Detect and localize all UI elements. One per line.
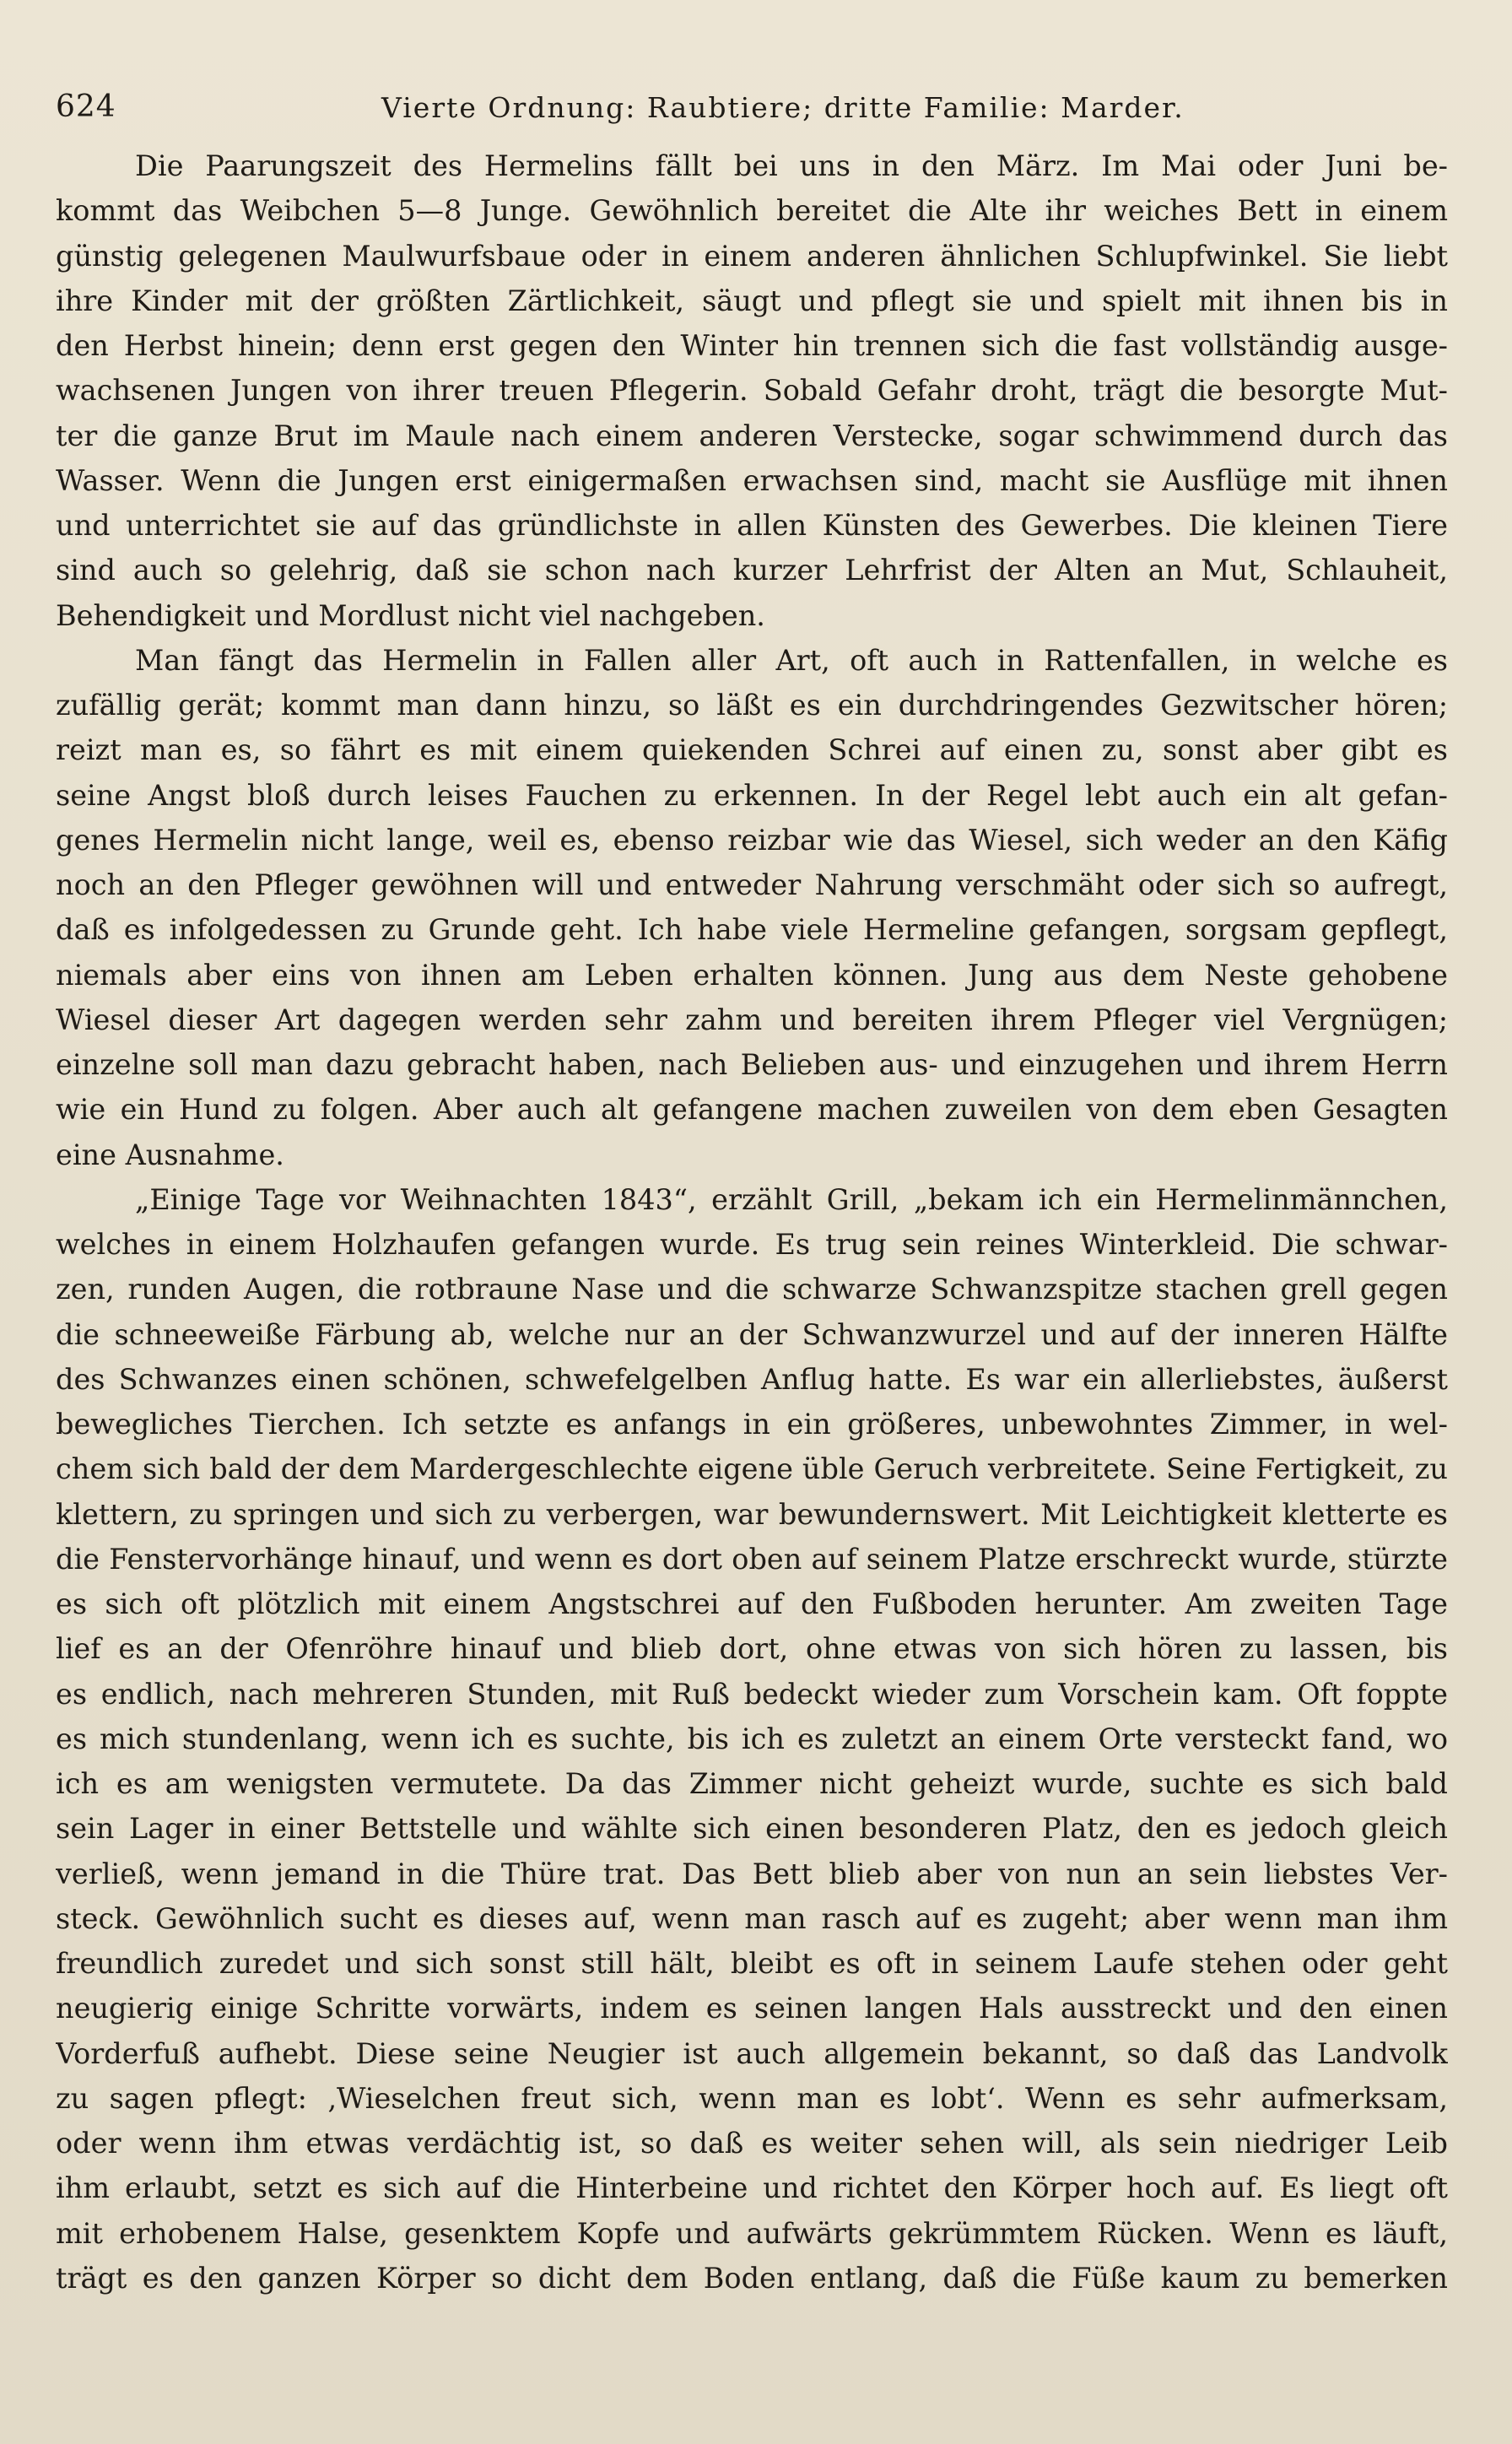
- text-line: Die Paarungszeit des Hermelins fällt bei uns in den März. Im Mai oder Juni be-: [135, 149, 1448, 182]
- text-line: chem sich bald der dem Mardergeschlechte eigene üble Geruch verbreitete. Seine Fertigkeit, zu: [56, 1452, 1448, 1486]
- text-line: verließ, wenn jemand in die Thüre trat. Das Bett blieb aber von nun an sein liebstes Ver-: [56, 1857, 1448, 1890]
- text-line: wachsenen Jungen von ihrer treuen Pflegerin. Sobald Gefahr droht, trägt die besorgte Mut-: [56, 374, 1448, 408]
- text-line: ich es am wenigsten vermutete. Da das Zimmer nicht geheizt wurde, suchte es sich bald: [56, 1767, 1448, 1800]
- text-line: des Schwanzes einen schönen, schwefelgelben Anflug hatte. Es war ein allerliebstes, äußerst: [56, 1362, 1448, 1396]
- text-line: oder wenn ihm etwas verdächtig ist, so daß es weiter sehen will, als sein niedriger Leib: [56, 2127, 1448, 2160]
- text-line: Wiesel dieser Art dagegen werden sehr zahm und bereiten ihrem Pfleger viel Vergnügen;: [56, 1003, 1448, 1036]
- text-line: zen, runden Augen, die rotbraune Nase und die schwarze Schwanzspitze stachen grell gegen: [56, 1273, 1448, 1306]
- page-header: [56, 83, 1448, 130]
- page-number: 624: [56, 89, 116, 124]
- text-line: Man fängt das Hermelin in Fallen aller Art, oft auch in Rattenfallen, in welche es: [135, 643, 1448, 677]
- text-line: es endlich, nach mehreren Stunden, mit Ruß bedeckt wieder zum Vorschein kam. Oft foppte: [56, 1677, 1448, 1711]
- text-line: lief es an der Ofenröhre hinauf und blieb dort, ohne etwas von sich hören zu lassen, bis: [56, 1632, 1448, 1666]
- text-line: Wasser. Wenn die Jungen erst einigermaßen erwachsen sind, macht sie Ausflüge mit ihnen: [56, 463, 1448, 497]
- text-line: mit erhobenem Halse, gesenktem Kopfe und aufwärts gekrümmtem Rücken. Wenn es läuft,: [56, 2216, 1448, 2250]
- text-line: zufällig gerät; kommt man dann hinzu, so läßt es ein durchdringendes Gezwitscher hören;: [56, 689, 1448, 722]
- text-line: es sich oft plötzlich mit einem Angstschrei auf den Fußboden herunter. Am zweiten Tage: [56, 1587, 1448, 1620]
- text-line: ihm erlaubt, setzt es sich auf die Hinterbeine und richtet den Körper hoch auf. Es liegt oft: [56, 2171, 1448, 2205]
- text-line: steck. Gewöhnlich sucht es dieses auf, wenn man rasch auf es zugeht; aber wenn man ihm: [56, 1901, 1448, 1935]
- text-line: welches in einem Holzhaufen gefangen wurde. Es trug sein reines Winterkleid. Die schwar-: [56, 1228, 1448, 1261]
- body-text: [56, 143, 1448, 2301]
- text-line: Vorderfuß aufhebt. Diese seine Neugier ist auch allgemein bekannt, so daß das Landvolk: [56, 2036, 1448, 2070]
- text-line: „Einige Tage vor Weihnachten 1843“, erzählt Grill, „bekam ich ein Hermelinmännchen,: [135, 1182, 1448, 1216]
- text-line: eine Ausnahme.: [56, 1138, 284, 1171]
- text-line: daß es infolgedessen zu Grunde geht. Ich habe viele Hermeline gefangen, sorgsam gepflegt,: [56, 913, 1448, 947]
- text-line: noch an den Pfleger gewöhnen will und entweder Nahrung verschmäht oder sich so aufregt,: [56, 868, 1448, 901]
- text-line: ihre Kinder mit der größten Zärtlichkeit, säugt und pflegt sie und spielt mit ihnen bis in: [56, 284, 1448, 317]
- text-line: genes Hermelin nicht lange, weil es, ebenso reizbar wie das Wiesel, sich weder an den Käfig: [56, 823, 1448, 857]
- text-line: wie ein Hund zu folgen. Aber auch alt gefangene machen zuweilen von dem eben Gesagten: [56, 1093, 1448, 1127]
- text-line: kommt das Weibchen 5—8 Junge. Gewöhnlich bereitet die Alte ihr weiches Bett in einem: [56, 194, 1448, 228]
- text-line: die Fenstervorhänge hinauf, und wenn es dort oben auf seinem Platze erschreckt wurde, stürzte: [56, 1542, 1448, 1576]
- text-line: seine Angst bloß durch leises Fauchen zu erkennen. In der Regel lebt auch ein alt gefan-: [56, 778, 1448, 812]
- text-line: sind auch so gelehrig, daß sie schon nach kurzer Lehrfrist der Alten an Mut, Schlauheit,: [56, 554, 1448, 587]
- text-line: die schneeweiße Färbung ab, welche nur an der Schwanzwurzel und auf der inneren Hälfte: [56, 1317, 1448, 1351]
- text-line: trägt es den ganzen Körper so dicht dem Boden entlang, daß die Füße kaum zu bemerken: [56, 2261, 1448, 2295]
- text-line: bewegliches Tierchen. Ich setzte es anfangs in ein größeres, unbewohntes Zimmer, in wel-: [56, 1408, 1448, 1441]
- text-line: und unterrichtet sie auf das gründlichste in allen Künsten des Gewerbes. Die kleinen Tiere: [56, 509, 1448, 542]
- text-line: ter die ganze Brut im Maule nach einem anderen Verstecke, sogar schwimmend durch das: [56, 419, 1448, 452]
- text-line: es mich stundenlang, wenn ich es suchte, bis ich es zuletzt an einem Orte versteckt fand, wo: [56, 1722, 1448, 1755]
- text-line: neugierig einige Schritte vorwärts, indem es seinen langen Hals ausstreckt und den einen: [56, 1992, 1448, 2025]
- text-line: den Herbst hinein; denn erst gegen den Winter hin trennen sich die fast vollständig ausge-: [56, 329, 1448, 362]
- text-line: zu sagen pflegt: ‚Wieselchen freut sich, wenn man es lobt‘. Wenn es sehr aufmerksam,: [56, 2081, 1448, 2115]
- text-line: reizt man es, so fährt es mit einem quiekenden Schrei auf einen zu, sonst aber gibt es: [56, 733, 1448, 767]
- text-line: günstig gelegenen Maulwurfsbaue oder in einem anderen ähnlichen Schlupfwinkel. Sie liebt: [56, 239, 1448, 273]
- text-line: freundlich zuredet und sich sonst still hält, bleibt es oft in seinem Laufe stehen oder geht: [56, 1947, 1448, 1980]
- text-line: einzelne soll man dazu gebracht haben, nach Belieben aus- und einzugehen und ihrem Herrn: [56, 1048, 1448, 1081]
- running-head: Vierte Ordnung: Raubtiere; dritte Familie: Marder.: [381, 91, 1185, 124]
- text-line: Behendigkeit und Mordlust nicht viel nachgeben.: [56, 598, 765, 632]
- text-line: klettern, zu springen und sich zu verbergen, war bewundernswert. Mit Leichtigkeit kletterte es: [56, 1497, 1448, 1531]
- text-line: sein Lager in einer Bettstelle und wählte sich einen besonderen Platz, den es jedoch gleich: [56, 1812, 1448, 1846]
- text-line: niemals aber eins von ihnen am Leben erhalten können. Jung aus dem Neste gehobene: [56, 958, 1448, 992]
